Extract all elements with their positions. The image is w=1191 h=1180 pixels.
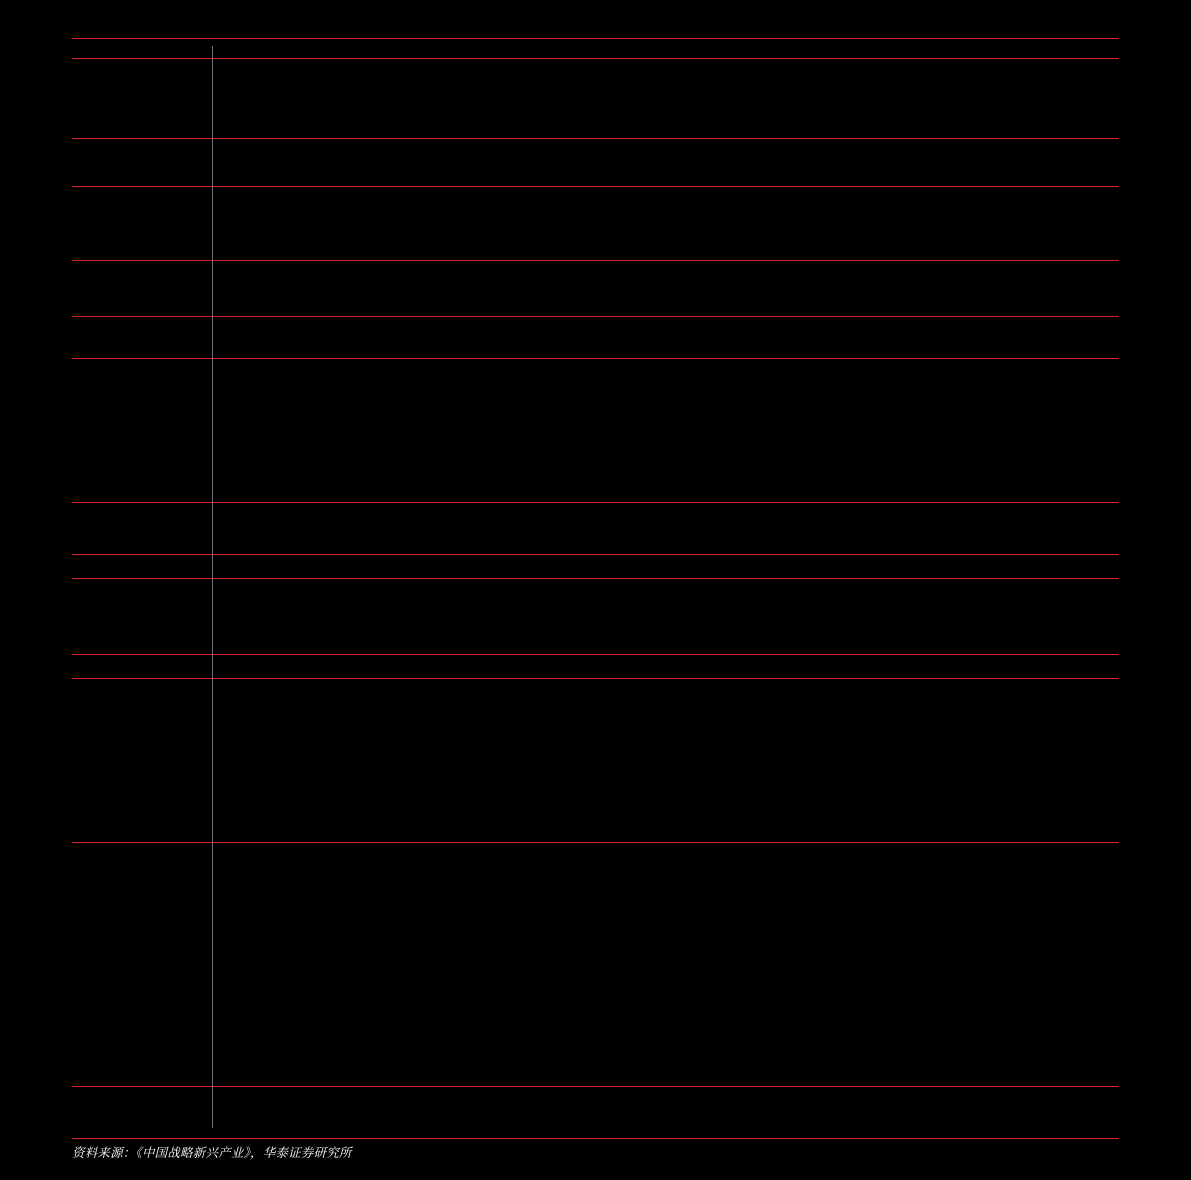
table-rule (72, 186, 1119, 187)
table-rule (72, 678, 1119, 679)
table-rule (72, 38, 1119, 39)
data-table (72, 38, 1119, 1138)
column-divider (212, 46, 213, 1128)
table-rule (72, 138, 1119, 139)
table-rule (72, 316, 1119, 317)
table-rule (72, 654, 1119, 655)
table-rule (72, 578, 1119, 579)
table-rule (72, 260, 1119, 261)
table-rule (72, 554, 1119, 555)
table-rule (72, 358, 1119, 359)
table-rule (72, 58, 1119, 59)
table-rule (72, 1086, 1119, 1087)
source-note: 资料来源：《中国战略新兴产业》，华泰证券研究所 (72, 1146, 352, 1160)
table-rule (72, 842, 1119, 843)
table-rule (72, 502, 1119, 503)
table-rule (72, 1138, 1119, 1139)
